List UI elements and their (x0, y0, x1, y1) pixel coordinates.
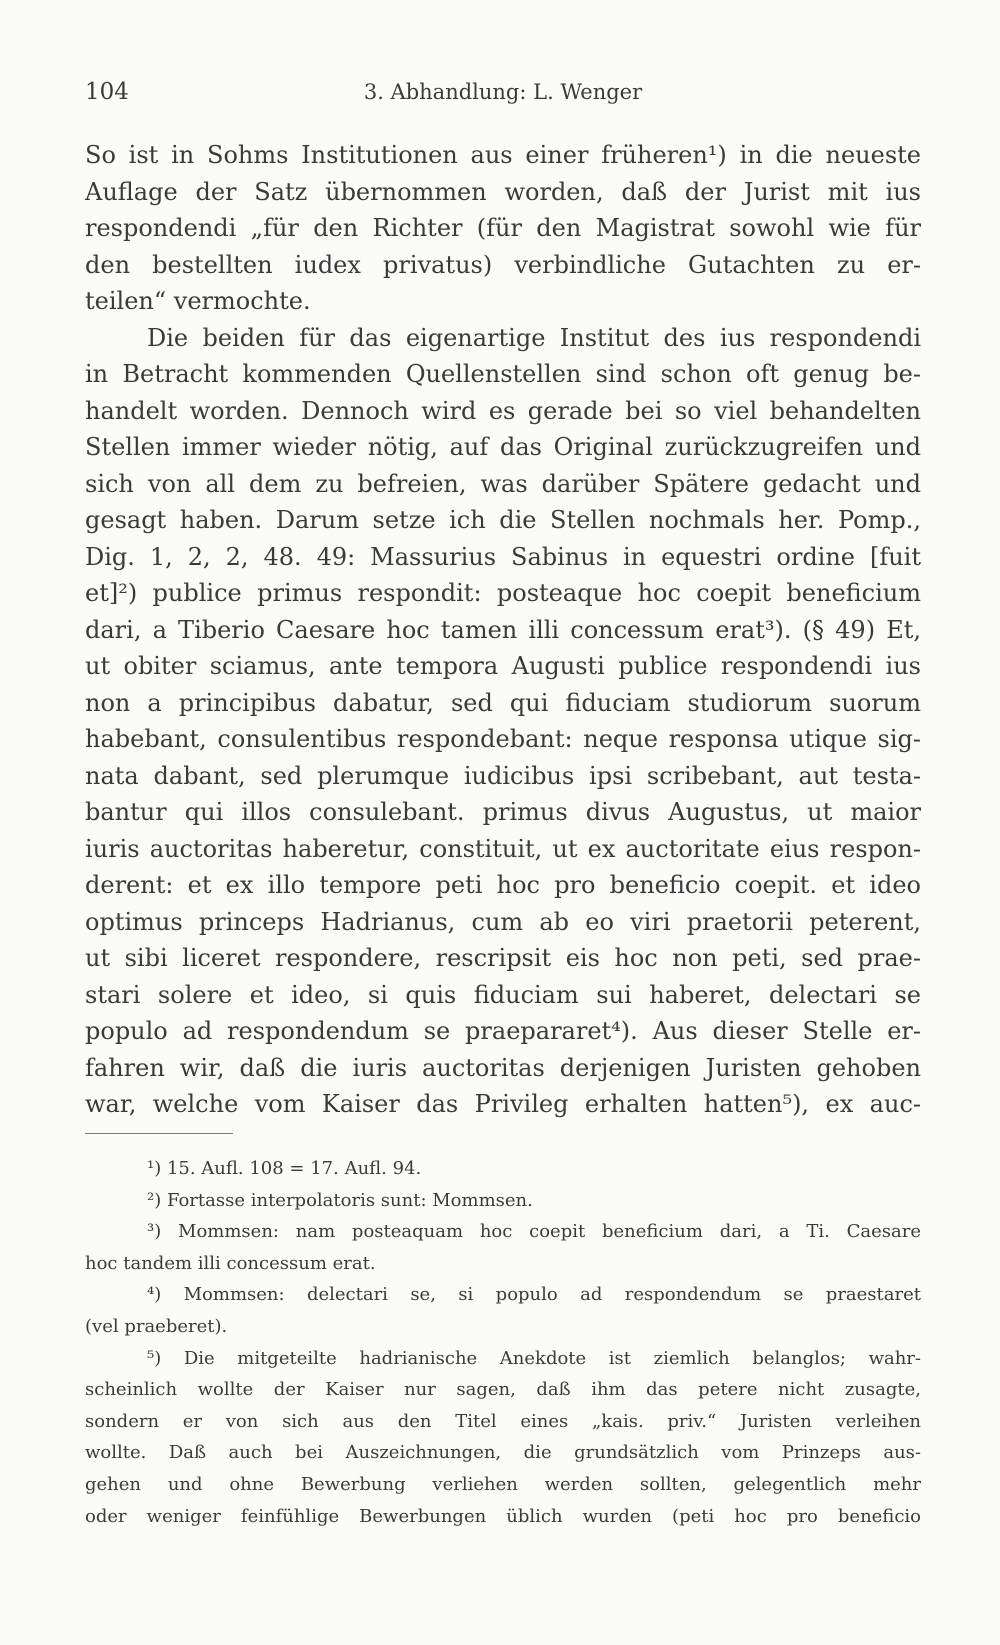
footnotes (85, 1153, 921, 1532)
text-line: nata dabant, sed plerumque iudicibus ipsi scribebant, aut testa- (85, 761, 921, 790)
text-line: iuris auctoritas haberetur, constituit, ut ex auctoritate eius respon- (85, 834, 921, 863)
footnote-line: hoc tandem illi concessum erat. (85, 1252, 376, 1274)
footnote-line: ⁵) Die mitgeteilte hadrianische Anekdote ist ziemlich belanglos; wahr- (147, 1347, 921, 1369)
text-line: Auflage der Satz übernommen worden, daß der Jurist mit ius (85, 177, 921, 206)
running-title: 3. Abhandlung: L. Wenger (363, 80, 643, 104)
footnote-line: ⁴) Mommsen: delectari se, si populo ad respondendum se praestaret (147, 1284, 921, 1306)
text-line: fahren wir, daß die iuris auctoritas derjenigen Juristen gehoben (85, 1053, 921, 1082)
footnote-line: gehen und ohne Bewerbung verliehen werden sollten, gelegentlich mehr (85, 1473, 921, 1495)
text-line: war, welche vom Kaiser das Privileg erhalten hatten⁵), ex auc- (85, 1090, 921, 1118)
text-line: teilen“ vermochte. (85, 287, 311, 315)
text-line: handelt worden. Dennoch wird es gerade bei so viel behandelten (85, 396, 921, 425)
text-line: ut sibi liceret respondere, rescripsit eis hoc non peti, sed prae- (85, 944, 921, 972)
text-line: populo ad respondendum se praepararet⁴). Aus dieser Stelle er- (85, 1017, 921, 1045)
text-line: respondendi „für den Richter (für den Magistrat sowohl wie für (85, 214, 921, 242)
footnote-line: sondern er von sich aus den Titel eines „kais. priv.“ Juristen verleihen (85, 1410, 921, 1432)
text-line: et]²) publice primus respondit: posteaque hoc coepit beneficium (85, 579, 921, 607)
main-text (85, 137, 921, 1123)
text-line: sich von all dem zu befreien, was darüber Spätere gedacht und (85, 469, 921, 498)
text-line: optimus princeps Hadrianus, cum ab eo viri praetorii peterent, (85, 907, 921, 936)
text-line: bantur qui illos consulebant. primus divus Augustus, ut maior (85, 798, 921, 826)
text-line: in Betracht kommenden Quellenstellen sind schon oft genug be- (85, 360, 921, 388)
footnote-line: scheinlich wollte der Kaiser nur sagen, daß ihm das petere nicht zusagte, (85, 1379, 921, 1401)
text-line: den bestellten iudex privatus) verbindliche Gutachten zu er- (85, 250, 921, 279)
text-line: Dig. 1, 2, 2, 48. 49: Massurius Sabinus in equestri ordine [fuit (85, 542, 921, 571)
text-line: dari, a Tiberio Caesare hoc tamen illi concessum erat³). (§ 49) Et, (85, 615, 921, 644)
text-line: stari solere et ideo, si quis fiduciam sui haberet, delectari se (85, 980, 921, 1009)
text-line: non a principibus dabatur, sed qui fiduciam studiorum suorum (85, 688, 921, 717)
text-line: So ist in Sohms Institutionen aus einer früheren¹) in die neueste (85, 141, 921, 169)
text-line: Stellen immer wieder nötig, auf das Original zurückzugreifen und (85, 433, 921, 461)
footnote-line: oder weniger feinfühlige Bewerbungen üblich wurden (peti hoc pro beneficio (85, 1505, 921, 1527)
footnote-line: wollte. Daß auch bei Auszeichnungen, die grundsätzlich vom Prinzeps aus- (85, 1442, 921, 1464)
text-line: habebant, consulentibus respondebant: neque responsa utique sig- (85, 725, 921, 753)
footnote-line: ²) Fortasse interpolatoris sunt: Mommsen. (147, 1189, 533, 1211)
text-line: Die beiden für das eigenartige Institut des ius respondendi (147, 323, 921, 352)
text-line: ut obiter sciamus, ante tempora Augusti publice respondendi ius (85, 652, 921, 680)
running-head (85, 74, 921, 110)
footnote-separator (85, 1133, 233, 1134)
text-line: derent: et ex illo tempore peti hoc pro beneficio coepit. et ideo (85, 871, 921, 899)
text-line: gesagt haben. Darum setze ich die Stellen nochmals her. Pomp., (85, 506, 921, 534)
page-number: 104 (85, 79, 129, 105)
footnote-line: (vel praeberet). (85, 1315, 228, 1337)
footnote-line: ¹) 15. Aufl. 108 = 17. Aufl. 94. (147, 1158, 422, 1179)
footnote-line: ³) Mommsen: nam posteaquam hoc coepit beneficium dari, a Ti. Caesare (147, 1221, 921, 1243)
